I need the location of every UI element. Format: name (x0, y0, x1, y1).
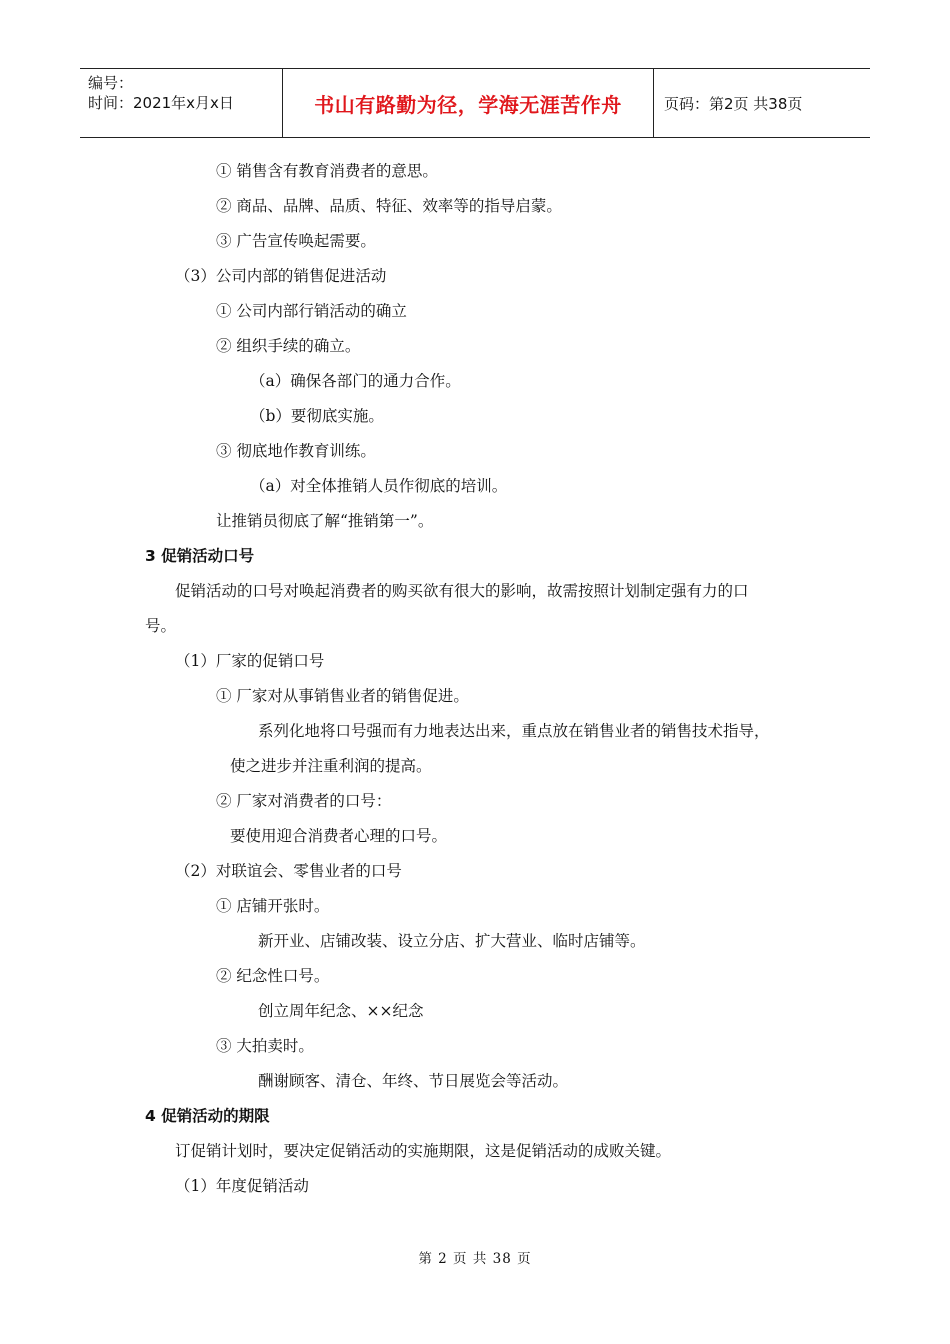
body-line: （a）对全体推销人员作彻底的培训。 (250, 477, 508, 495)
header-motto: 书山有路勤为径，学海无涯苦作舟 (282, 69, 654, 137)
body-line: 酬谢顾客、清仓、年终、节日展览会等活动。 (258, 1072, 569, 1090)
body-line: 使之进步并注重利润的提高。 (230, 757, 432, 775)
body-line: 创立周年纪念、××纪念 (258, 1002, 424, 1020)
body-line: ① 厂家对从事销售业者的销售促进。 (216, 687, 469, 705)
body-line: ② 纪念性口号。 (216, 967, 330, 985)
header-page-info: 页码：第2页 共38页 (664, 94, 803, 113)
body-line: （a）确保各部门的通力合作。 (250, 372, 461, 390)
body-line: （2）对联谊会、零售业者的口号 (175, 862, 402, 880)
page-footer: 第 2 页 共 38 页 (418, 1251, 532, 1267)
document-code-label: 编号： (88, 74, 134, 92)
body-line: ② 厂家对消费者的口号： (216, 792, 392, 810)
body-line: ③ 大拍卖时。 (216, 1037, 314, 1055)
body-line: 新开业、店铺改装、设立分店、扩大营业、临时店铺等。 (258, 932, 646, 950)
body-line: 订促销计划时，要决定促销活动的实施期限，这是促销活动的成败关键。 (175, 1142, 672, 1160)
body-line: 要使用迎合消费者心理的口号。 (230, 827, 448, 845)
body-line: ① 销售含有教育消费者的意思。 (216, 162, 438, 180)
body-line: （1）厂家的促销口号 (175, 652, 325, 670)
body-line: 号。 (145, 617, 177, 635)
body-line: ③ 彻底地作教育训练。 (216, 442, 376, 460)
body-line: ① 店铺开张时。 (216, 897, 330, 915)
body-line: 系列化地将口号强而有力地表达出来，重点放在销售业者的销售技术指导， (258, 722, 770, 740)
body-line: ② 组织手续的确立。 (216, 337, 361, 355)
body-line: 让推销员彻底了解“推销第一”。 (216, 512, 434, 530)
section-heading: 3 促销活动口号 (145, 547, 255, 565)
page-header (80, 68, 870, 138)
document-date-label: 时间：2021年x月x日 (88, 94, 234, 112)
body-line: 促销活动的口号对唤起消费者的购买欲有很大的影响，故需按照计划制定强有力的口 (175, 582, 749, 600)
section-heading: 4 促销活动的期限 (145, 1107, 270, 1125)
body-line: （3）公司内部的销售促进活动 (175, 267, 387, 285)
body-line: ③ 广告宣传唤起需要。 (216, 232, 376, 250)
body-line: （b）要彻底实施。 (250, 407, 384, 425)
body-line: ② 商品、品牌、品质、特征、效率等的指导启蒙。 (216, 197, 562, 215)
body-line: ① 公司内部行销活动的确立 (216, 302, 407, 320)
header-left-cell (80, 69, 282, 137)
body-line: （1）年度促销活动 (175, 1177, 309, 1195)
